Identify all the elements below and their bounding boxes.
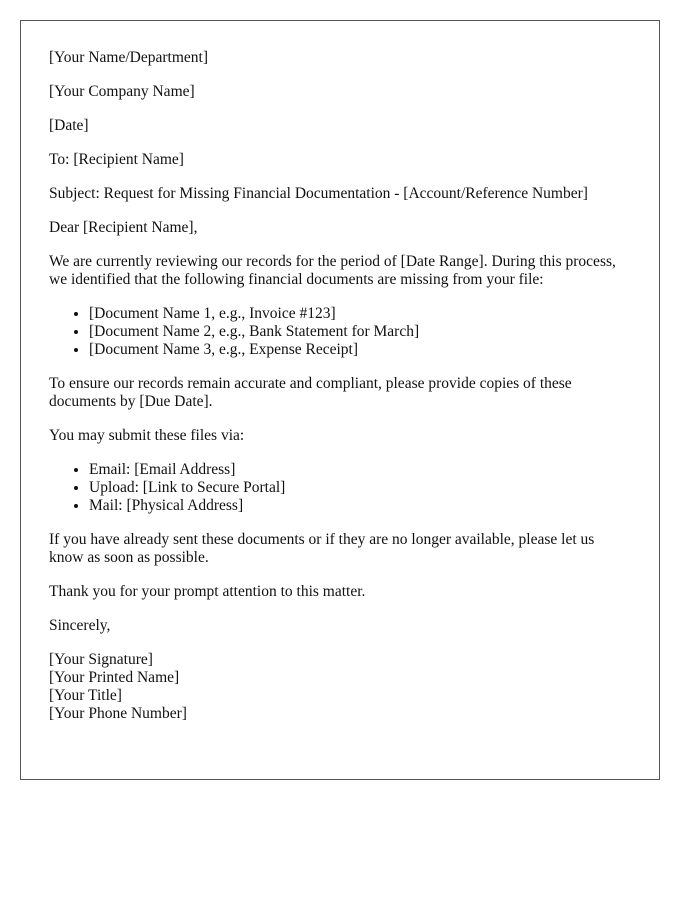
- followup-paragraph: If you have already sent these documents or if they are no longer available, please let us know as soon as possible.: [49, 531, 595, 566]
- submit-intro: You may submit these files via:: [49, 427, 245, 444]
- list-item: • Email: [Email Address]: [89, 461, 631, 479]
- submission-methods-list: [49, 461, 631, 515]
- thanks-paragraph: Thank you for your prompt attention to this matter.: [49, 583, 366, 600]
- letter-document: [20, 20, 660, 780]
- signature-block: [49, 651, 631, 723]
- sender-phone: [Your Phone Number]: [49, 705, 187, 722]
- sender-title: [Your Title]: [49, 687, 122, 704]
- closing: Sincerely,: [49, 617, 111, 634]
- salutation: Dear [Recipient Name],: [49, 219, 198, 236]
- printed-name: [Your Printed Name]: [49, 669, 180, 686]
- intro-paragraph: We are currently reviewing our records for the period of [Date Range]. During this process, we identified that the following financial documents are missing from your file:: [49, 253, 616, 288]
- signature-line: [Your Signature]: [49, 651, 153, 668]
- list-item: • Upload: [Link to Secure Portal]: [89, 479, 631, 497]
- sender-name-department: [Your Name/Department]: [49, 49, 208, 66]
- list-item: • [Document Name 2, e.g., Bank Statement for March]: [89, 323, 631, 341]
- list-item: • [Document Name 1, e.g., Invoice #123]: [89, 305, 631, 323]
- recipient-line: To: [Recipient Name]: [49, 151, 184, 168]
- request-paragraph: To ensure our records remain accurate and compliant, please provide copies of these documents by [Due Date].: [49, 375, 572, 410]
- list-item: • [Document Name 3, e.g., Expense Receipt]: [89, 341, 631, 359]
- subject-line: Subject: Request for Missing Financial Documentation - [Account/Reference Number]: [49, 185, 588, 202]
- letter-date: [Date]: [49, 117, 89, 134]
- sender-company: [Your Company Name]: [49, 83, 195, 100]
- missing-documents-list: [49, 305, 631, 359]
- list-item: • Mail: [Physical Address]: [89, 497, 631, 515]
